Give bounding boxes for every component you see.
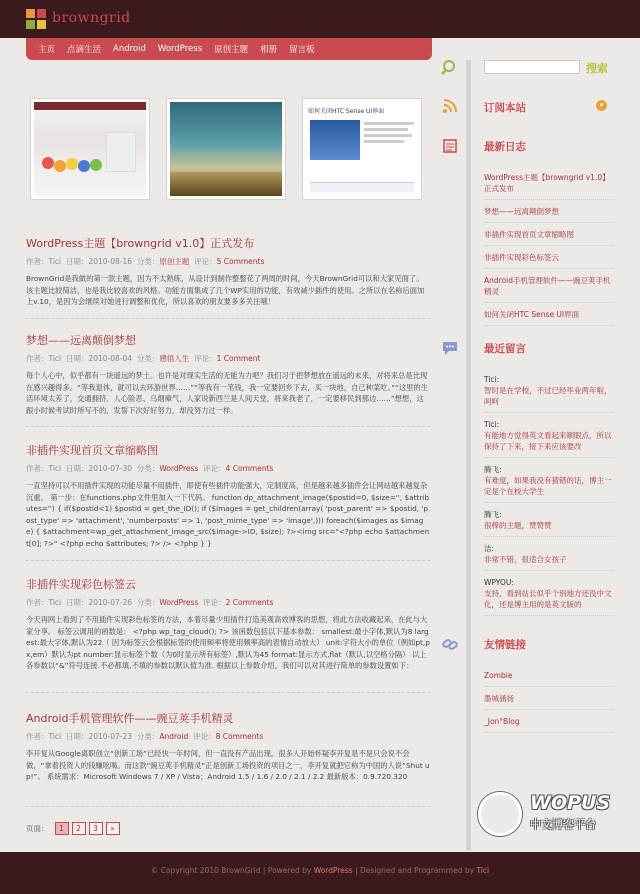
- nav-original-themes[interactable]: 原创主题: [214, 45, 249, 55]
- comment-text-link[interactable]: 很棒的主题，赞赞赞: [484, 521, 552, 530]
- footer-text: © Copyright 2010 BrownGrid | Powered by WordPress | Designed and Programmed by Tici: [150, 866, 490, 875]
- recent-comments-heading: 最近留言: [484, 343, 526, 355]
- comment-item: [484, 571, 614, 616]
- post-divider: [26, 560, 430, 561]
- post-title[interactable]: WordPress主题【browngrid v1.0】正式发布: [26, 237, 255, 250]
- search-input[interactable]: [484, 60, 580, 74]
- watermark-subtitle: 中文博客平台: [530, 818, 596, 831]
- post-excerpt: BrownGrid是我做的第一款主题，因为不太熟练，从设计到制作整整花了两周的时间，今天BrownGrid可以和大家见面了。该主题比较简洁，也是我比较喜欢的风格。功能方面集成了几个WP实用的功能，有效减少插件的使用。之所以在名称后面加上v.10，是因为会继续对她进行调整和优化，所以喜欢的朋友要多多关注哦！: [26, 274, 425, 306]
- thumbnail-caption: 如何关闭HTC Sense UI界面: [308, 108, 385, 115]
- wordpress-link[interactable]: WordPress: [313, 866, 353, 875]
- speech-bubble-icon: [440, 338, 460, 358]
- pagination-label: 页面：: [26, 824, 49, 833]
- footer: [0, 852, 640, 894]
- nav-life[interactable]: 点滴生活: [67, 45, 102, 55]
- featured-thumbnail[interactable]: [302, 98, 422, 200]
- post-excerpt: 李开复从Google离职创立“创新工场”已经快一年时间，但一直没有产品出现。很多人开始怀疑李开复是不是只会说不会做，“拿着投资人的钱赚吆喝。而这款“豌豆荚手机精灵”正是创新工场投资的项目之一，李开复就把它称为中国的人说“Shut up!”。 系统需求：Microsoft Windows 7 / XP / Vista；Android 1.5 / 1.6 / 2.0 / 2.1 / 2.2 最新版本：0.9.720.320: [26, 749, 430, 781]
- header-bar: [0, 0, 640, 38]
- post-category-link[interactable]: WordPress: [159, 464, 199, 473]
- footer-copyright: © Copyright 2010 BrownGrid: [150, 866, 261, 875]
- post-category-link[interactable]: 原创主题: [159, 257, 190, 266]
- recent-comments-list: [484, 368, 614, 616]
- comment-text-link[interactable]: 有能地方觉得英文看起来顺眼点，所以保持了下来，接下来应该要改: [484, 431, 612, 451]
- rss-icon: [440, 96, 460, 116]
- comment-author: Tici:: [484, 375, 500, 384]
- post-excerpt: 一直坚持可以不用插件实现的功能尽量不用插件，即使有些插件功能强大，定制度高，但是越来越多插件会让网站越来越复杂沉重。 第一步：在functions.php文件里加入一下代码。 function dp_attachment_image($postid=0, $size='', $attributes='') { if($postid<1) $postid = get_the_ID(); if ($images = get_children(array( 'post_parent' => $postid, 'post_type' => 'attachment', 'numberposts' => 1, 'post_mime_type' => 'image',))) foreach($images as $image) { $attachment=wp_get_attachment_image_src($image->ID, $size); ?><img src="<?php echo $attachment[0]; ?>" <?php echo $attributes; ?> /> <?php } }: [26, 481, 430, 548]
- link-icon: [440, 634, 460, 654]
- comment-text-link[interactable]: 非常不错，很适合女孩子: [484, 555, 567, 564]
- nav-guestbook[interactable]: 留言板: [289, 45, 315, 55]
- post-divider: [26, 426, 430, 427]
- comment-author: 腾飞:: [484, 510, 502, 519]
- page-link-2[interactable]: 2: [72, 822, 86, 835]
- post-meta: 作者：Tici 日期：2010-07-26 分类：WordPress 评论：2 Comments: [26, 598, 274, 607]
- post-entry: [26, 235, 430, 308]
- page-link-3[interactable]: 3: [89, 822, 103, 835]
- post-category-link[interactable]: Android: [159, 732, 189, 741]
- post-comments-link[interactable]: 5 Comments: [216, 257, 265, 266]
- post-meta: 作者：Tici 日期：2010-07-23 分类：Android 评论：8 Comments: [26, 732, 264, 741]
- next-page-link[interactable]: »: [106, 822, 120, 835]
- nav-home[interactable]: 主页: [38, 45, 56, 55]
- links-heading: 友情链接: [484, 639, 526, 651]
- comment-item: [484, 537, 614, 571]
- page-link-1[interactable]: 1: [55, 822, 69, 835]
- featured-thumbnail[interactable]: [166, 98, 286, 200]
- comment-item: [484, 413, 614, 458]
- comment-author: WPYOU:: [484, 578, 514, 587]
- post-entry: [26, 442, 430, 549]
- comment-text-link[interactable]: 有难度，如果我没有猜错的话，博主一定是个在校大学生: [484, 476, 612, 496]
- subscribe-link[interactable]: 订阅本站: [484, 102, 526, 114]
- post-title[interactable]: 非插件实现彩色标签云: [26, 578, 136, 591]
- nav-wordpress[interactable]: WordPress: [157, 44, 203, 54]
- blogroll-link[interactable]: 墨城涵扬: [484, 694, 514, 703]
- post-divider: [26, 806, 430, 807]
- main-nav: [26, 38, 432, 60]
- nav-android[interactable]: Android: [113, 44, 146, 54]
- comment-item: [484, 368, 614, 413]
- comment-text-link[interactable]: 支持，看到站长似乎个别地方还没中文化，还是博主用的是英文版的: [484, 589, 612, 609]
- search-button[interactable]: 搜索: [586, 62, 608, 75]
- sidebar-divider: [466, 60, 471, 850]
- blogroll-link[interactable]: Zombie: [484, 671, 513, 680]
- post-comments-link[interactable]: 2 Comments: [225, 598, 274, 607]
- watermark-logo-text: WOPUS: [530, 792, 611, 814]
- post-title[interactable]: 非插件实现首页文章缩略图: [26, 444, 158, 457]
- recent-post-link[interactable]: WordPress主题【browngrid v1.0】正式发布: [484, 173, 610, 193]
- post-meta: 作者：Tici 日期：2010-08-16 分类：原创主题 评论：5 Comments: [26, 257, 265, 266]
- comment-item: [484, 503, 614, 537]
- author-link[interactable]: Tici: [476, 866, 490, 875]
- comment-text-link[interactable]: 智时是在学校，不过已经毕业两年啦，呵呵: [484, 386, 612, 406]
- post-divider: [26, 692, 430, 693]
- recent-post-link[interactable]: 如何关闭HTC Sense UI界面: [484, 310, 580, 319]
- recent-post-link[interactable]: 非插件实现彩色标签云: [484, 253, 559, 262]
- comment-author: 洁:: [484, 544, 495, 553]
- post-meta: 作者：Tici 日期：2010-08-04 分类：感悟人生 评论：1 Comment: [26, 354, 261, 363]
- post-comments-link[interactable]: 8 Comments: [215, 732, 264, 741]
- comment-author: Tici:: [484, 420, 500, 429]
- pagination: [26, 822, 123, 835]
- post-category-link[interactable]: 感悟人生: [159, 354, 190, 363]
- blogroll-list: [484, 664, 614, 733]
- post-excerpt: 今天再网上看到了不用插件实现彩色标签的方法，本着尽量少用插件打造美观高效博客的思想，将此方法收藏起来，在此与大家分享。 标签云调用的函数是： <?php wp_tag_cloud(); ?> 该函数包括以下基本参数： smallest:最小字体,默认为8 largest:最大字体,默认为22（ 因为标签云会根据标签的使用频率将使用频率高的表情自动放大） unit:字符大小的单位（例如pt,px,em）默认为pt number:显示标签个数（为0时显示所有标签）,默认为45 format:显示方式,flat（默认,以空格分隔） 以上各参数以“&”符号连接.不必都填,不填的参数以默认值为准. 根据以上参数介绍，我们可以对其进行简单的参数设置如下：: [26, 615, 430, 670]
- post-entry: [26, 332, 430, 416]
- blogroll-link[interactable]: _Jon°Blog: [484, 717, 520, 726]
- recent-posts-heading: 最新日志: [484, 141, 526, 153]
- recent-posts-list: [484, 166, 614, 326]
- featured-thumbnail[interactable]: [30, 98, 150, 200]
- document-list-icon: [440, 136, 460, 156]
- comment-author: 腾飞:: [484, 465, 502, 474]
- post-entry: [26, 710, 430, 783]
- post-title[interactable]: 梦想——远离颠倒梦想: [26, 334, 136, 347]
- search-icon: [440, 58, 460, 78]
- recent-post-link[interactable]: Android手机管理软件——豌豆荚手机精灵: [484, 276, 611, 296]
- post-excerpt: 每个人心中，似乎都有一块遥远的梦土。也许是对现实生活的无能为力吧？我们习于把梦想放在遥远的未来，对将来总是比现在感兴趣得多。“等我退休，就可以去环游世界……”“等我有一笔钱，我一定要回乡下去，买一块地，自己种菜吃。”“这里的生活环境太差了，交通拥挤、人心险恶、乌烟瘴气，人家说新西兰是人间天堂，将来我老了，一定要移民到那边……”想想，这跟小时候考试时所写不的，发誓下次好好努力，却没努力过一样。: [26, 371, 428, 415]
- post-entry: [26, 576, 430, 672]
- recent-post-link[interactable]: 梦想——远离颠倒梦想: [484, 207, 559, 216]
- site-name[interactable]: browngrid: [52, 10, 131, 26]
- wopus-logo-icon: [478, 792, 522, 836]
- post-title[interactable]: Android手机管理软件——豌豆荚手机精灵: [26, 712, 234, 725]
- post-category-link[interactable]: WordPress: [159, 598, 199, 607]
- chevron-down-icon[interactable]: ▾: [596, 100, 607, 111]
- post-comments-link[interactable]: 1 Comment: [216, 354, 261, 363]
- comment-item: [484, 458, 614, 503]
- wopus-watermark: [478, 792, 628, 840]
- recent-post-link[interactable]: 非插件实现首页文章缩略图: [484, 230, 574, 239]
- nav-album[interactable]: 相册: [260, 45, 278, 55]
- post-comments-link[interactable]: 4 Comments: [225, 464, 274, 473]
- post-divider: [26, 318, 430, 319]
- site-logo-icon[interactable]: [26, 9, 46, 29]
- post-meta: 作者：Tici 日期：2010-07-30 分类：WordPress 评论：4 Comments: [26, 464, 274, 473]
